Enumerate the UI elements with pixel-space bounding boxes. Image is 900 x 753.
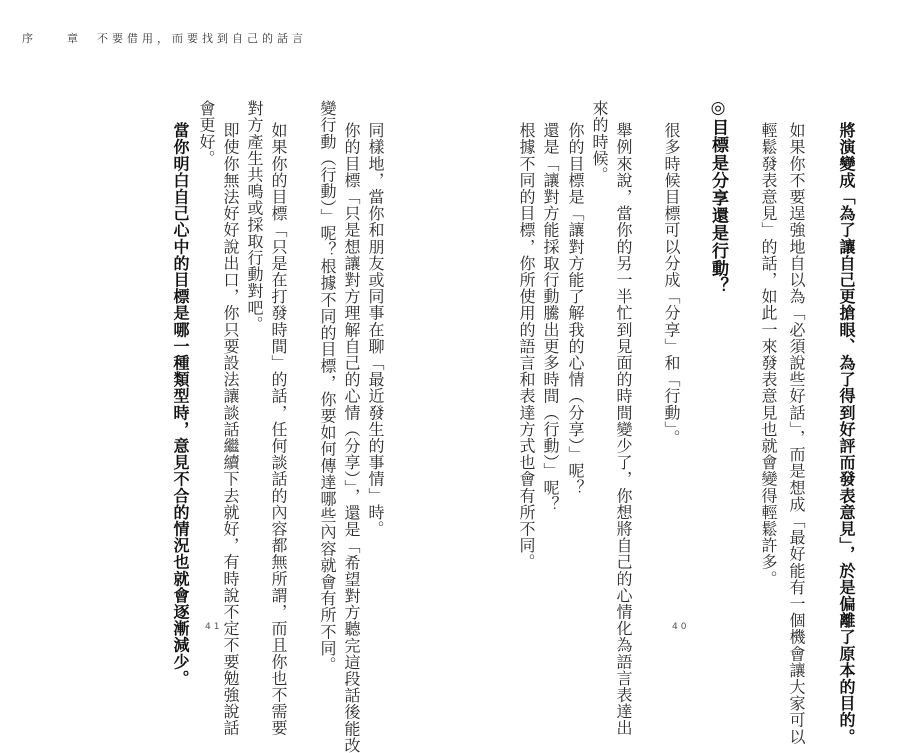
text-line-l5: 對方產生共鳴或採取行動對吧。: [245, 100, 264, 333]
text-line-r2: 如果你不要逞強地自以為「必須說些好話」，而是想成「最好能有一個機會讓大家可以: [787, 122, 806, 745]
text-line-r8: 你的目標是「讓對方能了解我的心情（分享）」呢？: [566, 122, 585, 496]
text-line-l2: 你的目標「只是想讓對方理解自己的心情（分享）」，還是「希望對方聽完這段話後能改: [342, 122, 361, 753]
text-line-l6: 即使你無法好好說出口，你只要設法讓談話繼續下去就好，有時說不定不要勉強說話: [221, 122, 240, 737]
text-line-r1: 將演變成「為了讓自己更搶眼、為了得到好評而發表意見」，於是偏離了原本的目的。: [837, 122, 856, 745]
page-number-right: 40: [672, 622, 690, 632]
text-line-l1: 同樣地，當你和朋友或同事在聊「最近發生的事情」時。: [366, 122, 385, 537]
running-header: 序 章 不要借用，而要找到自己的話言: [22, 32, 307, 45]
text-line-r5: 很多時候目標可以分成「分享」和「行動」。: [662, 122, 681, 446]
section-heading: ◎目標是分享還是行動？: [708, 98, 728, 295]
text-line-r7: 來的時候。: [590, 100, 609, 183]
text-line-r3: 輕鬆發表意見」的話，如此一來發表意見也就會變得輕鬆許多。: [759, 122, 778, 587]
text-line-l3: 變行動（行動）」呢？根據不同的目標，你要如何傳達哪些內容就會有所不同。: [318, 100, 337, 673]
page-number-left: 41: [205, 622, 223, 632]
text-line-r9: 還是「讓對方能採取行動騰出更多時間（行動）」呢？: [541, 122, 560, 513]
text-line-l8: 當你明白自己心中的目標是哪一種類型時，意見不合的情況也就會逐漸減少。: [171, 122, 190, 687]
text-line-l7: 會更好。: [197, 100, 216, 167]
text-line-l4: 如果你的目標「只是在打發時間」的話，任何談話的內容都無所謂，而且你也不需要: [269, 122, 288, 737]
text-line-r10: 根據不同的目標，你所使用的語言和表達方式也會有所不同。: [517, 122, 536, 571]
text-line-r6: 舉例來說，當你的另一半忙到見面的時間變少了，你想將自己的心情化為語言表達出: [614, 122, 633, 737]
